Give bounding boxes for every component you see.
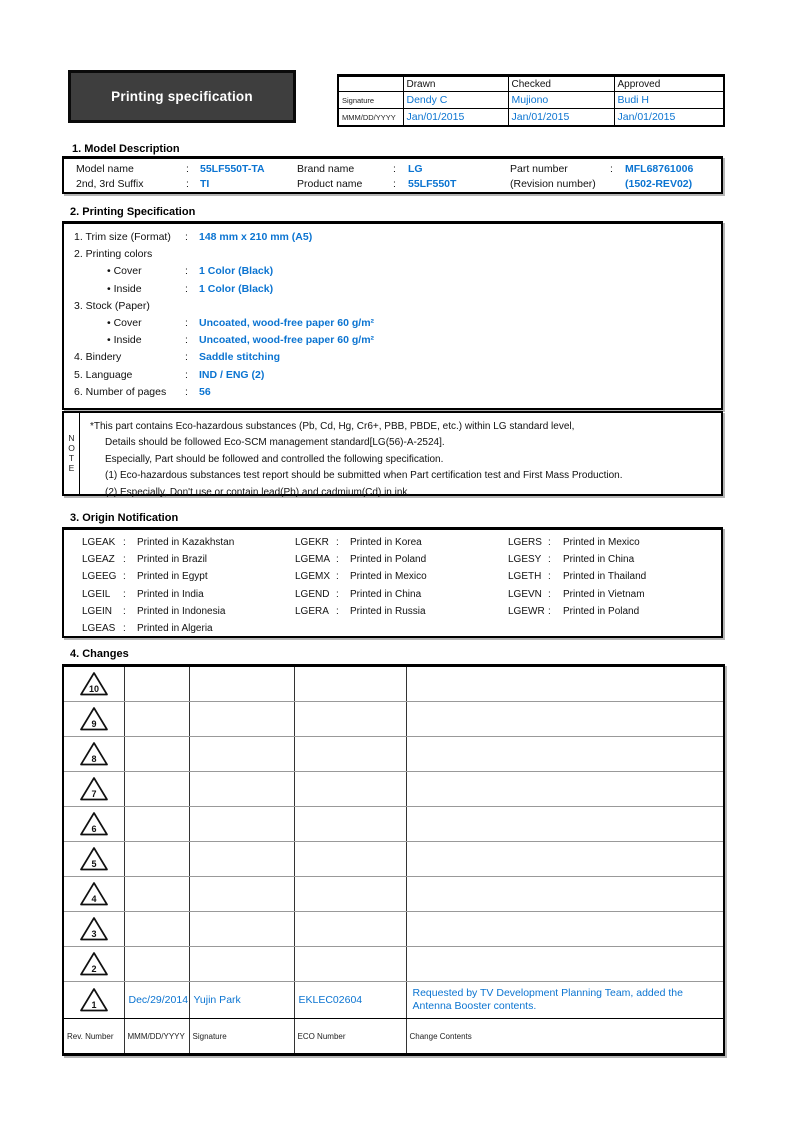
note-box bbox=[62, 411, 723, 496]
bindery-label: 4. Bindery bbox=[74, 351, 122, 364]
revision-number: 10 bbox=[88, 684, 99, 694]
note-letter-o: O bbox=[68, 443, 75, 453]
note-line-1: *This part contains Eco-hazardous substances (Pb, Cd, Hg, Cr6+, PBB, PBDE, etc.) within LG standard level, bbox=[90, 421, 575, 432]
colon: : bbox=[336, 588, 339, 600]
colon: : bbox=[186, 178, 189, 190]
printing-specification-lines bbox=[64, 231, 721, 403]
changes-row-rev3 bbox=[63, 912, 724, 947]
changes-footer-row bbox=[63, 1019, 724, 1055]
origin-desc: Printed in Korea bbox=[350, 537, 422, 548]
revision-triangle-icon bbox=[79, 846, 109, 872]
origin-row bbox=[64, 554, 721, 571]
colon: : bbox=[336, 537, 339, 548]
model-description-heading: 1. Model Description bbox=[72, 143, 180, 155]
approved-signature: Budi H bbox=[614, 92, 724, 109]
change-date: Dec/29/2014 bbox=[124, 982, 189, 1019]
part-number-value: MFL68761006 bbox=[625, 163, 694, 175]
colon: : bbox=[123, 588, 126, 600]
revision-triangle-icon bbox=[79, 916, 109, 942]
printing-specification-box bbox=[62, 221, 723, 410]
revision-number-value: (1502-REV02) bbox=[625, 178, 693, 190]
origin-desc: Printed in Poland bbox=[563, 605, 640, 617]
colon: : bbox=[548, 571, 551, 583]
revision-number: 6 bbox=[91, 824, 97, 834]
stock-cover-value: Uncoated, wood-free paper 60 g/m² bbox=[199, 316, 375, 329]
origin-code: LGEEG bbox=[82, 571, 117, 583]
changes-row-rev4 bbox=[63, 877, 724, 912]
footer-date: MMM/DD/YYYY bbox=[124, 1019, 189, 1055]
spec-line-number-of-pages bbox=[64, 386, 721, 403]
model-name-value: 55LF550T-TA bbox=[200, 163, 265, 175]
origin-desc: Printed in India bbox=[137, 588, 204, 600]
revision-triangle-icon bbox=[79, 987, 109, 1013]
colon: : bbox=[336, 571, 339, 583]
origin-row bbox=[64, 537, 721, 554]
change-signature: Yujin Park bbox=[189, 982, 294, 1019]
stock-cover-label: • Cover bbox=[107, 316, 142, 329]
origin-code: LGEVN bbox=[508, 588, 542, 600]
revision-triangle-icon bbox=[79, 951, 109, 977]
origin-code: LGERS bbox=[508, 537, 542, 548]
suffix-label: 2nd, 3rd Suffix bbox=[76, 178, 144, 190]
origin-code: LGERA bbox=[295, 605, 329, 617]
changes-row-rev8 bbox=[63, 737, 724, 772]
document-title: Printing specification bbox=[111, 89, 253, 104]
revision-number: 4 bbox=[91, 894, 97, 904]
note-letter-t: T bbox=[68, 453, 75, 463]
origin-desc: Printed in China bbox=[350, 588, 422, 600]
note-letter-e: E bbox=[68, 463, 75, 473]
change-contents: Requested by TV Development Planning Team, added the Antenna Booster contents. bbox=[406, 982, 724, 1019]
approval-col-approved: Approved bbox=[614, 76, 724, 92]
colon: : bbox=[123, 605, 126, 617]
origin-row bbox=[64, 571, 721, 588]
changes-row-rev5 bbox=[63, 842, 724, 877]
origin-code: LGEAS bbox=[82, 622, 116, 634]
revision-triangle-icon bbox=[79, 671, 109, 697]
spec-line-trim-size bbox=[64, 231, 721, 248]
revision-number: 3 bbox=[91, 929, 97, 939]
origin-desc: Printed in Indonesia bbox=[137, 605, 226, 617]
colors-inside-value: 1 Color (Black) bbox=[199, 282, 274, 295]
origin-code: LGETH bbox=[508, 571, 542, 583]
revision-triangle-icon bbox=[79, 776, 109, 802]
revision-number: 5 bbox=[91, 859, 97, 869]
changes-row-rev10 bbox=[63, 666, 724, 702]
spec-line-colors-inside bbox=[64, 283, 721, 300]
spec-line-printing-colors bbox=[64, 248, 721, 265]
note-line-4: (1) Eco-hazardous substances test report should be submitted when Part certification test and First Mass Production. bbox=[105, 470, 623, 482]
brand-name-label: Brand name bbox=[297, 163, 355, 175]
changes-row-rev1 bbox=[63, 982, 724, 1019]
origin-code: LGEND bbox=[295, 588, 330, 600]
product-name-label: Product name bbox=[297, 178, 363, 190]
colon: : bbox=[610, 163, 613, 175]
origin-notification-heading: 3. Origin Notification bbox=[70, 512, 179, 524]
approval-corner-cell bbox=[338, 76, 403, 92]
origin-desc: Printed in Mexico bbox=[350, 571, 427, 583]
revision-number: 2 bbox=[91, 964, 97, 974]
colon: : bbox=[185, 368, 188, 381]
approval-header-row bbox=[338, 76, 724, 92]
changes-heading: 4. Changes bbox=[70, 648, 129, 660]
date-row-label: MMM/DD/YYYY bbox=[338, 109, 403, 127]
origin-row bbox=[64, 606, 721, 623]
stock-inside-value: Uncoated, wood-free paper 60 g/m² bbox=[199, 334, 375, 347]
changes-row-rev9 bbox=[63, 702, 724, 737]
spec-line-colors-cover bbox=[64, 265, 721, 282]
colon: : bbox=[548, 588, 551, 600]
changes-row-rev2 bbox=[63, 947, 724, 982]
revision-triangle-icon bbox=[79, 811, 109, 837]
drawn-signature: Dendy C bbox=[403, 92, 508, 109]
colon: : bbox=[548, 605, 551, 617]
printing-colors-label: 2. Printing colors bbox=[74, 248, 153, 261]
language-value: IND / ENG (2) bbox=[199, 368, 265, 381]
stock-inside-label: • Inside bbox=[107, 334, 142, 347]
colon: : bbox=[393, 178, 396, 190]
suffix-value: TI bbox=[200, 178, 210, 190]
revision-triangle-icon bbox=[79, 706, 109, 732]
number-of-pages-value: 56 bbox=[199, 385, 211, 398]
colon: : bbox=[185, 282, 188, 295]
origin-code: LGEAK bbox=[82, 537, 116, 548]
approval-col-checked: Checked bbox=[508, 76, 614, 92]
colon: : bbox=[123, 622, 126, 634]
trim-size-label: 1. Trim size (Format) bbox=[74, 231, 171, 243]
changes-row-rev7 bbox=[63, 772, 724, 807]
note-line-2: Details should be followed Eco-SCM management standard[LG(56)-A-2524]. bbox=[105, 437, 445, 449]
colon: : bbox=[336, 605, 339, 617]
changes-table bbox=[62, 664, 725, 1056]
colon: : bbox=[548, 537, 551, 548]
origin-desc: Printed in Russia bbox=[350, 605, 426, 617]
origin-desc: Printed in Kazakhstan bbox=[137, 537, 235, 548]
footer-eco-number: ECO Number bbox=[294, 1019, 406, 1055]
footer-rev-number: Rev. Number bbox=[63, 1019, 124, 1055]
signature-row-label: Signature bbox=[338, 92, 403, 109]
revision-triangle-icon bbox=[79, 741, 109, 767]
note-body bbox=[80, 413, 721, 498]
spec-line-language bbox=[64, 369, 721, 386]
number-of-pages-label: 6. Number of pages bbox=[74, 385, 167, 398]
trim-size-value: 148 mm x 210 mm (A5) bbox=[199, 231, 313, 243]
colon: : bbox=[123, 554, 126, 566]
revision-number: 9 bbox=[91, 719, 97, 729]
footer-signature: Signature bbox=[189, 1019, 294, 1055]
approved-date: Jan/01/2015 bbox=[614, 109, 724, 127]
change-eco-number: EKLEC02604 bbox=[294, 982, 406, 1019]
origin-desc: Printed in China bbox=[563, 554, 635, 566]
origin-row bbox=[64, 623, 721, 640]
origin-rows bbox=[64, 537, 721, 640]
revision-number: 7 bbox=[91, 789, 97, 799]
origin-desc: Printed in Egypt bbox=[137, 571, 208, 583]
checked-signature: Mujiono bbox=[508, 92, 614, 109]
origin-desc: Printed in Algeria bbox=[137, 622, 213, 634]
revision-number: 8 bbox=[91, 754, 97, 764]
colon: : bbox=[123, 537, 126, 548]
printing-specification-heading: 2. Printing Specification bbox=[70, 206, 196, 218]
origin-code: LGEMA bbox=[295, 554, 331, 566]
changes-row-rev6 bbox=[63, 807, 724, 842]
colon: : bbox=[185, 351, 188, 364]
revision-number-label: (Revision number) bbox=[510, 178, 596, 190]
colon: : bbox=[185, 385, 188, 398]
colon: : bbox=[185, 265, 188, 278]
colors-cover-label: • Cover bbox=[107, 265, 142, 278]
checked-date: Jan/01/2015 bbox=[508, 109, 614, 127]
colon: : bbox=[185, 334, 188, 347]
date-row bbox=[338, 109, 724, 127]
origin-code: LGEMX bbox=[295, 571, 331, 583]
document-title-box bbox=[68, 70, 296, 123]
colon: : bbox=[185, 231, 188, 243]
origin-notification-box bbox=[62, 527, 723, 638]
origin-desc: Printed in Vietnam bbox=[563, 588, 645, 600]
origin-row bbox=[64, 589, 721, 606]
origin-code: LGEIN bbox=[82, 605, 113, 617]
revision-number: 1 bbox=[91, 1000, 97, 1010]
model-description-row-1 bbox=[64, 163, 721, 177]
origin-code: LGEWR bbox=[508, 605, 545, 617]
footer-change-contents: Change Contents bbox=[406, 1019, 724, 1055]
origin-code: LGEKR bbox=[295, 537, 329, 548]
approval-col-drawn: Drawn bbox=[403, 76, 508, 92]
spec-line-bindery bbox=[64, 351, 721, 368]
spec-line-stock-inside bbox=[64, 334, 721, 351]
colon: : bbox=[336, 554, 339, 566]
origin-code: LGESY bbox=[508, 554, 542, 566]
model-name-label: Model name bbox=[76, 163, 134, 175]
brand-name-value: LG bbox=[408, 163, 423, 175]
origin-desc: Printed in Mexico bbox=[563, 537, 640, 548]
note-vertical-label bbox=[64, 413, 80, 494]
spec-line-stock-cover bbox=[64, 317, 721, 334]
origin-desc: Printed in Thailand bbox=[563, 571, 647, 583]
language-label: 5. Language bbox=[74, 368, 133, 381]
origin-code: LGEAZ bbox=[82, 554, 115, 566]
model-description-box bbox=[62, 156, 723, 194]
product-name-value: 55LF550T bbox=[408, 178, 457, 190]
colon: : bbox=[123, 571, 126, 583]
note-line-5: (2) Especially, Don't use or contain lead(Pb) and cadmium(Cd) in ink. bbox=[105, 486, 411, 498]
note-letter-n: N bbox=[68, 433, 75, 443]
signature-row bbox=[338, 92, 724, 109]
origin-desc: Printed in Brazil bbox=[137, 554, 208, 566]
colon: : bbox=[548, 554, 551, 566]
colon: : bbox=[393, 163, 396, 175]
revision-triangle-icon bbox=[79, 881, 109, 907]
spec-line-stock-paper bbox=[64, 300, 721, 317]
colors-inside-label: • Inside bbox=[107, 282, 142, 295]
part-number-label: Part number bbox=[510, 163, 568, 175]
colon: : bbox=[185, 316, 188, 329]
approval-table bbox=[337, 74, 725, 127]
bindery-value: Saddle stitching bbox=[199, 351, 281, 364]
drawn-date: Jan/01/2015 bbox=[403, 109, 508, 127]
note-line-3: Especially, Part should be followed and controlled the following specification. bbox=[105, 453, 444, 465]
colon: : bbox=[186, 163, 189, 175]
origin-code: LGEIL bbox=[82, 588, 111, 600]
origin-desc: Printed in Poland bbox=[350, 554, 427, 566]
stock-paper-label: 3. Stock (Paper) bbox=[74, 299, 150, 312]
model-description-row-2 bbox=[64, 178, 721, 192]
colors-cover-value: 1 Color (Black) bbox=[199, 265, 274, 278]
